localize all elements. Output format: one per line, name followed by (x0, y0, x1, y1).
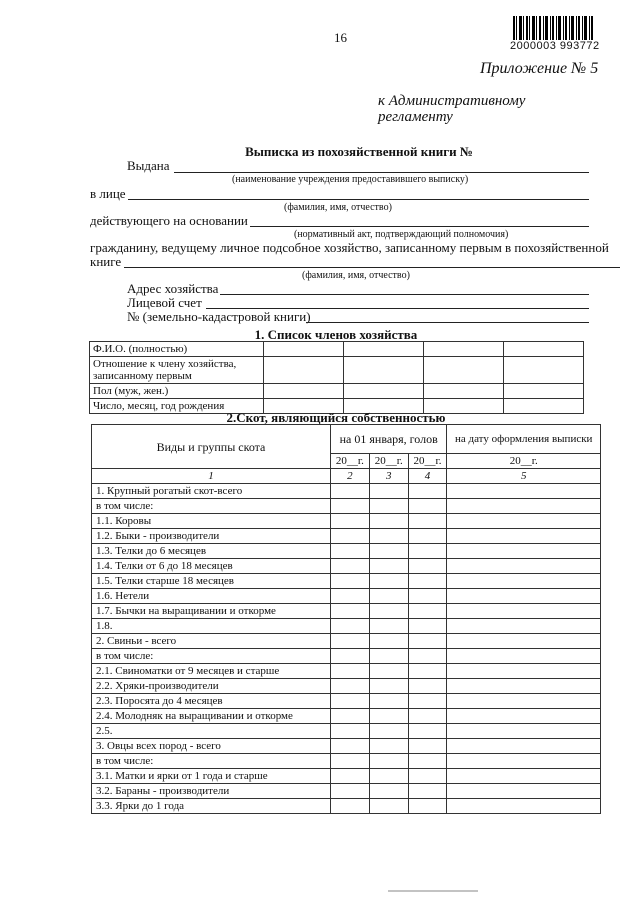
livestock-cell[interactable] (408, 619, 447, 634)
book-line[interactable] (306, 322, 589, 323)
member-row-label: Число, месяц, год рождения (90, 399, 264, 414)
livestock-cell[interactable] (331, 769, 370, 784)
member-cell[interactable] (344, 384, 424, 399)
member-cell[interactable] (424, 384, 504, 399)
livestock-row-label: 2. Свиньи - всего (92, 634, 331, 649)
issued-by-hint: (наименование учреждения предоставившего выписку) (232, 174, 469, 185)
livestock-cell[interactable] (331, 559, 370, 574)
table-row (92, 664, 601, 679)
livestock-cell[interactable] (331, 589, 370, 604)
livestock-cell[interactable] (369, 679, 408, 694)
livestock-cell[interactable] (408, 604, 447, 619)
livestock-row-label: 2.1. Свиноматки от 9 месяцев и старше (92, 664, 331, 679)
person-line[interactable] (128, 199, 589, 200)
table-row (92, 724, 601, 739)
issued-by-line[interactable] (174, 172, 589, 173)
livestock-cell[interactable] (331, 799, 370, 814)
table-row (92, 499, 601, 514)
livestock-cell[interactable] (408, 754, 447, 769)
table-row (92, 619, 601, 634)
livestock-cell[interactable] (408, 574, 447, 589)
livestock-row-label: 3.3. Ярки до 1 года (92, 799, 331, 814)
livestock-cell[interactable] (408, 649, 447, 664)
year-label: 20__г. (408, 454, 447, 469)
table-row (90, 384, 584, 399)
livestock-cell[interactable] (369, 529, 408, 544)
livestock-cell[interactable] (369, 619, 408, 634)
livestock-cell[interactable] (408, 679, 447, 694)
livestock-cell[interactable] (369, 784, 408, 799)
basis-hint: (нормативный акт, подтверждающий полномочия) (294, 229, 509, 240)
book-label: № (земельно-кадастровой книги) (127, 309, 311, 324)
table-header-row (92, 425, 601, 454)
barcode-number: 2000003 993772 (510, 40, 600, 52)
livestock-cell[interactable] (408, 739, 447, 754)
member-row-label: Отношение к члену хозяйства, записанному первым (90, 357, 264, 384)
table-row (92, 574, 601, 589)
address-line[interactable] (220, 294, 589, 295)
livestock-cell[interactable] (369, 589, 408, 604)
livestock-cell[interactable] (369, 514, 408, 529)
table-row (92, 634, 601, 649)
livestock-cell[interactable] (447, 559, 601, 574)
table-row (92, 709, 601, 724)
citizen-line[interactable] (124, 267, 620, 268)
basis-label: действующего на основании (90, 213, 248, 228)
column-number: 4 (408, 469, 447, 484)
table-row (92, 559, 601, 574)
livestock-cell[interactable] (369, 799, 408, 814)
livestock-cell[interactable] (369, 709, 408, 724)
livestock-cell[interactable] (447, 694, 601, 709)
livestock-row-label: 1.1. Коровы (92, 514, 331, 529)
table-row (92, 544, 601, 559)
livestock-cell[interactable] (331, 574, 370, 589)
col-issue-header: на дату оформления выписки (447, 425, 601, 454)
livestock-cell[interactable] (408, 589, 447, 604)
table-row (92, 769, 601, 784)
livestock-cell[interactable] (331, 484, 370, 499)
citizen-line-1: гражданину, ведущему личное подсобное хозяйство, записанному первым в похозяйственной (90, 240, 609, 255)
address-label: Адрес хозяйства (127, 281, 219, 296)
livestock-cell[interactable] (331, 679, 370, 694)
page-number: 16 (334, 30, 347, 45)
livestock-cell[interactable] (408, 694, 447, 709)
members-table (89, 341, 584, 414)
document-title: Выписка из похозяйственной книги № (245, 144, 473, 159)
member-cell[interactable] (264, 342, 344, 357)
livestock-cell[interactable] (369, 739, 408, 754)
livestock-cell[interactable] (408, 724, 447, 739)
livestock-row-label: 1.6. Нетели (92, 589, 331, 604)
column-number: 2 (331, 469, 370, 484)
livestock-cell[interactable] (331, 604, 370, 619)
basis-line[interactable] (250, 226, 589, 227)
member-cell[interactable] (344, 342, 424, 357)
livestock-cell[interactable] (447, 619, 601, 634)
livestock-cell[interactable] (331, 649, 370, 664)
livestock-cell[interactable] (447, 754, 601, 769)
table-row (92, 529, 601, 544)
livestock-row-label: в том числе: (92, 754, 331, 769)
livestock-cell[interactable] (369, 544, 408, 559)
livestock-cell[interactable] (331, 664, 370, 679)
livestock-cell[interactable] (369, 499, 408, 514)
livestock-cell[interactable] (369, 754, 408, 769)
livestock-row-label: в том числе: (92, 649, 331, 664)
member-cell[interactable] (344, 357, 424, 384)
table-row (92, 799, 601, 814)
livestock-cell[interactable] (447, 514, 601, 529)
livestock-cell[interactable] (331, 709, 370, 724)
livestock-cell[interactable] (331, 529, 370, 544)
livestock-section-title: 2.Скот, являющийся собственностью (226, 410, 446, 425)
person-hint: (фамилия, имя, отчество) (284, 202, 392, 213)
person-label: в лице (90, 186, 126, 201)
table-row (90, 342, 584, 357)
livestock-cell[interactable] (408, 559, 447, 574)
livestock-row-label: 1.2. Быки - производители (92, 529, 331, 544)
livestock-row-label: 1.4. Телки от 6 до 18 месяцев (92, 559, 331, 574)
livestock-cell[interactable] (408, 664, 447, 679)
member-cell[interactable] (424, 357, 504, 384)
table-row (92, 694, 601, 709)
livestock-cell[interactable] (331, 694, 370, 709)
livestock-cell[interactable] (408, 634, 447, 649)
livestock-row-label: 3. Овцы всех пород - всего (92, 739, 331, 754)
table-row (92, 739, 601, 754)
livestock-cell[interactable] (408, 799, 447, 814)
livestock-row-label: 1. Крупный рогатый скот-всего (92, 484, 331, 499)
livestock-cell[interactable] (447, 604, 601, 619)
table-row (92, 754, 601, 769)
livestock-body (92, 484, 601, 814)
column-number: 3 (369, 469, 408, 484)
livestock-cell[interactable] (369, 724, 408, 739)
member-row-label: Ф.И.О. (полностью) (90, 342, 264, 357)
livestock-row-label: 2.4. Молодняк на выращивании и откорме (92, 709, 331, 724)
livestock-row-label: 2.2. Хряки-производители (92, 679, 331, 694)
barcode-icon (513, 16, 593, 40)
table-row (92, 649, 601, 664)
member-row-label: Пол (муж, жен.) (90, 384, 264, 399)
livestock-cell[interactable] (447, 769, 601, 784)
member-cell[interactable] (264, 384, 344, 399)
citizen-line-2: книге (90, 254, 122, 269)
livestock-cell[interactable] (447, 709, 601, 724)
livestock-cell[interactable] (369, 604, 408, 619)
livestock-cell[interactable] (447, 544, 601, 559)
livestock-cell[interactable] (408, 529, 447, 544)
livestock-cell[interactable] (447, 799, 601, 814)
livestock-cell[interactable] (408, 484, 447, 499)
livestock-row-label: 1.3. Телки до 6 месяцев (92, 544, 331, 559)
table-row (90, 357, 584, 384)
livestock-row-label: в том числе: (92, 499, 331, 514)
livestock-cell[interactable] (331, 544, 370, 559)
livestock-cell[interactable] (369, 664, 408, 679)
livestock-cell[interactable] (331, 739, 370, 754)
regulation-line-2: регламенту (378, 109, 453, 125)
livestock-cell[interactable] (408, 514, 447, 529)
citizen-hint: (фамилия, имя, отчество) (302, 270, 410, 281)
issued-by-label: Выдана (127, 158, 170, 173)
livestock-cell[interactable] (447, 679, 601, 694)
livestock-cell[interactable] (408, 499, 447, 514)
member-cell[interactable] (504, 399, 584, 414)
livestock-cell[interactable] (447, 634, 601, 649)
livestock-cell[interactable] (369, 574, 408, 589)
livestock-cell[interactable] (447, 484, 601, 499)
livestock-cell[interactable] (447, 649, 601, 664)
livestock-cell[interactable] (369, 769, 408, 784)
livestock-cell[interactable] (331, 619, 370, 634)
livestock-cell[interactable] (447, 574, 601, 589)
livestock-cell[interactable] (369, 649, 408, 664)
table-row (92, 604, 601, 619)
scan-artifact (388, 884, 478, 892)
livestock-cell[interactable] (447, 739, 601, 754)
livestock-cell[interactable] (447, 724, 601, 739)
member-cell[interactable] (504, 342, 584, 357)
livestock-cell[interactable] (369, 694, 408, 709)
livestock-table (91, 424, 601, 814)
livestock-cell[interactable] (369, 634, 408, 649)
livestock-row-label: 2.5. (92, 724, 331, 739)
livestock-cell[interactable] (447, 589, 601, 604)
livestock-row-label: 2.3. Поросята до 4 месяцев (92, 694, 331, 709)
livestock-cell[interactable] (331, 499, 370, 514)
livestock-row-label: 1.7. Бычки на выращивании и откорме (92, 604, 331, 619)
appendix-label: Приложение № 5 (480, 60, 599, 77)
livestock-cell[interactable] (331, 514, 370, 529)
col-type-header: Виды и группы скота (92, 425, 331, 469)
livestock-row-label: 1.5. Телки старше 18 месяцев (92, 574, 331, 589)
col-jan1-header: на 01 января, голов (331, 425, 447, 454)
livestock-cell[interactable] (408, 544, 447, 559)
column-number: 5 (447, 469, 601, 484)
livestock-cell[interactable] (447, 664, 601, 679)
livestock-cell[interactable] (408, 784, 447, 799)
livestock-cell[interactable] (408, 769, 447, 784)
livestock-cell[interactable] (369, 559, 408, 574)
livestock-cell[interactable] (408, 709, 447, 724)
table-row (92, 784, 601, 799)
year-label: 20__г. (331, 454, 370, 469)
year-label: 20__г. (447, 454, 601, 469)
livestock-cell[interactable] (331, 784, 370, 799)
table-row (92, 484, 601, 499)
column-number: 1 (92, 469, 331, 484)
year-label: 20__г. (369, 454, 408, 469)
livestock-cell[interactable] (331, 754, 370, 769)
livestock-cell[interactable] (369, 484, 408, 499)
member-cell[interactable] (504, 384, 584, 399)
member-cell[interactable] (424, 342, 504, 357)
regulation-reference (378, 93, 525, 125)
member-cell[interactable] (264, 357, 344, 384)
livestock-cell[interactable] (331, 634, 370, 649)
column-number-row (92, 469, 601, 484)
table-row (92, 679, 601, 694)
account-label: Лицевой счет (127, 295, 202, 310)
livestock-cell[interactable] (447, 499, 601, 514)
table-row (92, 589, 601, 604)
livestock-row-label: 3.2. Бараны - производители (92, 784, 331, 799)
livestock-row-label: 3.1. Матки и ярки от 1 года и старше (92, 769, 331, 784)
regulation-line-1: к Административному (378, 93, 526, 109)
table-row (92, 514, 601, 529)
livestock-row-label: 1.8. (92, 619, 331, 634)
livestock-cell[interactable] (447, 784, 601, 799)
livestock-cell[interactable] (331, 724, 370, 739)
livestock-cell[interactable] (447, 529, 601, 544)
members-section-title: 1. Список членов хозяйства (254, 327, 418, 342)
member-cell[interactable] (504, 357, 584, 384)
